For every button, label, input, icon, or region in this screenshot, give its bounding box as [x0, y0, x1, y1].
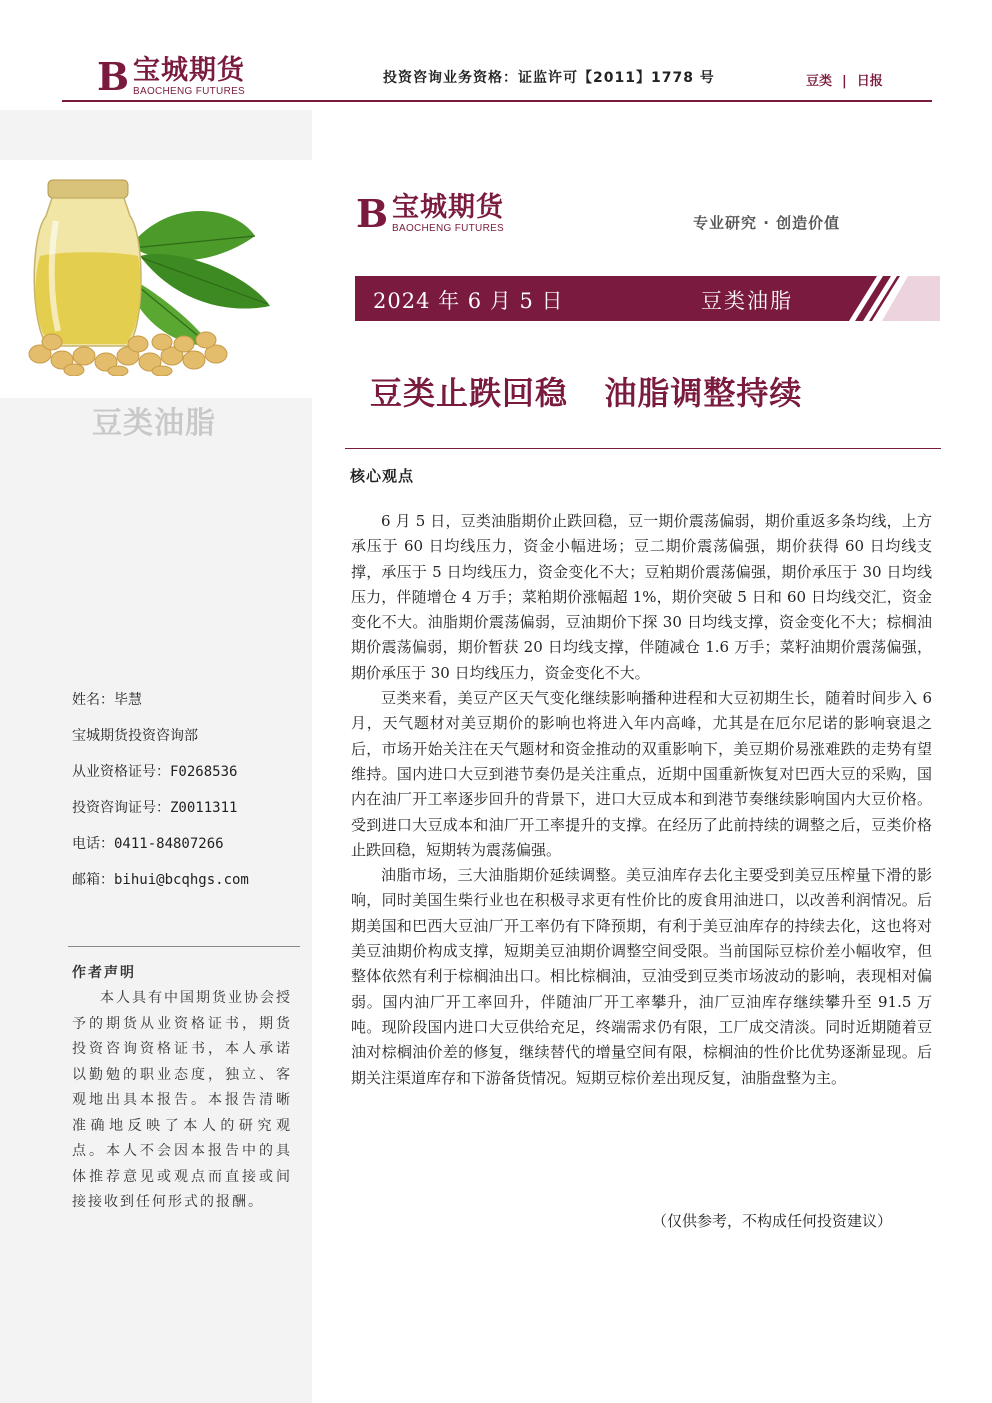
author-email: 邮箱：bihui@bcqhgs.com [72, 872, 249, 888]
report-body [351, 509, 932, 1091]
report-tag [806, 70, 883, 89]
author-phone: 电话：0411-84807266 [72, 836, 224, 852]
license-text: 投资咨询业务资格：证监许可【2011】1778 号 [383, 70, 715, 86]
brand-logo [97, 53, 246, 99]
main-brand-logo [356, 190, 505, 236]
tag-category: 豆类 [806, 74, 833, 89]
page-header [0, 0, 992, 110]
logo-b-icon: B [97, 53, 130, 99]
report-category: 豆类油脂 [701, 289, 793, 313]
sidebar-divider [68, 946, 300, 947]
paragraph: 6 月 5 日，豆类油脂期价止跌回稳，豆一期价震荡偏弱，期价重返多条均线，上方承压于 60 日均线压力，资金小幅进场；豆二期价震荡偏强，期价获得 60 日均线支撑，承压于 5 日均线压力，资金变化不大；豆粕期价震荡偏强，期价承压于 30 日均线压力，伴随增仓 4 万手；菜粕期价涨幅超 1%，期价突破 5 日和 60 日均线交汇，资金变化不大。油脂期价震荡偏弱，豆油期价下探 30 日均线支撑，资金变化不大；棕榈油期价震荡偏弱，期价暂获 20 日均线支撑，伴随减仓 1.6 万手；菜籽油期价震荡偏强，期价承压于 30 日均线压力，资金变化不大。 [351, 512, 932, 682]
logo-b-icon: B [356, 190, 389, 236]
tag-separator: | [842, 74, 847, 89]
header-divider [62, 100, 932, 102]
headline: 豆类止跌回稳 油脂调整持续 [370, 374, 803, 412]
sidebar-title: 豆类油脂 [92, 406, 216, 441]
logo-cn-text: 宝城期货 [133, 55, 245, 86]
soybean-oil-jar-image [20, 176, 280, 376]
author-dept: 宝城期货投资咨询部 [72, 728, 198, 744]
logo-en-text: BAOCHENG FUTURES [392, 223, 505, 234]
slogan: 专业研究 · 创造价值 [693, 214, 841, 232]
core-view-title: 核心观点 [350, 467, 415, 485]
logo-cn-text: 宝城期货 [392, 192, 504, 223]
author-name: 姓名：毕慧 [72, 692, 142, 708]
author-info [72, 690, 249, 906]
logo-en-text: BAOCHENG FUTURES [133, 86, 246, 97]
date-banner [355, 276, 940, 321]
declaration-body: 本人具有中国期货业协会授予的期货从业资格证书，期货投资咨询资格证书，本人承诺以勤勉的职业态度，独立、客观地出具本报告。本报告清晰准确地反映了本人的研究观点。本人不会因本报告中的具体推荐意见或观点而直接或间接接收到任何形式的报酬。 [72, 990, 292, 1210]
tag-type: 日报 [856, 74, 883, 89]
report-date: 2024 年 6 月 5 日 [373, 289, 564, 313]
declaration-title: 作者声明 [72, 965, 136, 981]
paragraph: 豆类来看，美豆产区天气变化继续影响播种进程和大豆初期生长，随着时间步入 6 月，天气题材对美豆期价的影响也将进入年内高峰，尤其是在厄尔尼诺的影响衰退之后，市场开始关注在天气题材和资金推动的双重影响下，美豆期价易涨难跌的走势有望维持。国内进口大豆到港节奏仍是关注重点，近期中国重新恢复对巴西大豆的采购，国内在油厂开工率逐步回升的背景下，进口大豆成本和到港节奏继续影响国内大豆价格。受到进口大豆成本和油厂开工率提升的支撑。在经历了此前持续的调整之后，豆类价格止跌回稳，短期转为震荡偏强。 [351, 689, 932, 859]
disclaimer: （仅供参考，不构成任何投资建议） [652, 1212, 893, 1230]
paragraph: 油脂市场，三大油脂期价延续调整。美豆油库存去化主要受到美豆压榨量下滑的影响，同时美国生柴行业也在积极寻求更有性价比的废食用油进口，以改善利润情况。后期美国和巴西大豆油厂开工率仍有下降预期，有利于美豆油库存的持续去化，这也将对美豆油期价构成支撑，短期美豆油期价调整空间受限。当前国际豆棕价差小幅收窄，但整体依然有利于棕榈油出口。相比棕榈油，豆油受到豆类市场波动的影响，表现相对偏弱。国内油厂开工率回升，伴随油厂开工率攀升，油厂豆油库存继续攀升至 91.5 万吨。现阶段国内进口大豆供给充足，终端需求仍有限，工厂成交清淡。同时近期随着豆油对棕榈油价差的修复，继续替代的增量空间有限，棕榈油的性价比优势逐渐显现。后期关注渠道库存和下游备货情况。短期豆棕价差出现反复，油脂盘整为主。 [351, 866, 932, 1087]
author-advisory-id: 投资咨询证号：Z0011311 [72, 800, 238, 816]
author-qualification: 从业资格证号：F0268536 [72, 764, 238, 780]
headline-divider [345, 448, 941, 449]
